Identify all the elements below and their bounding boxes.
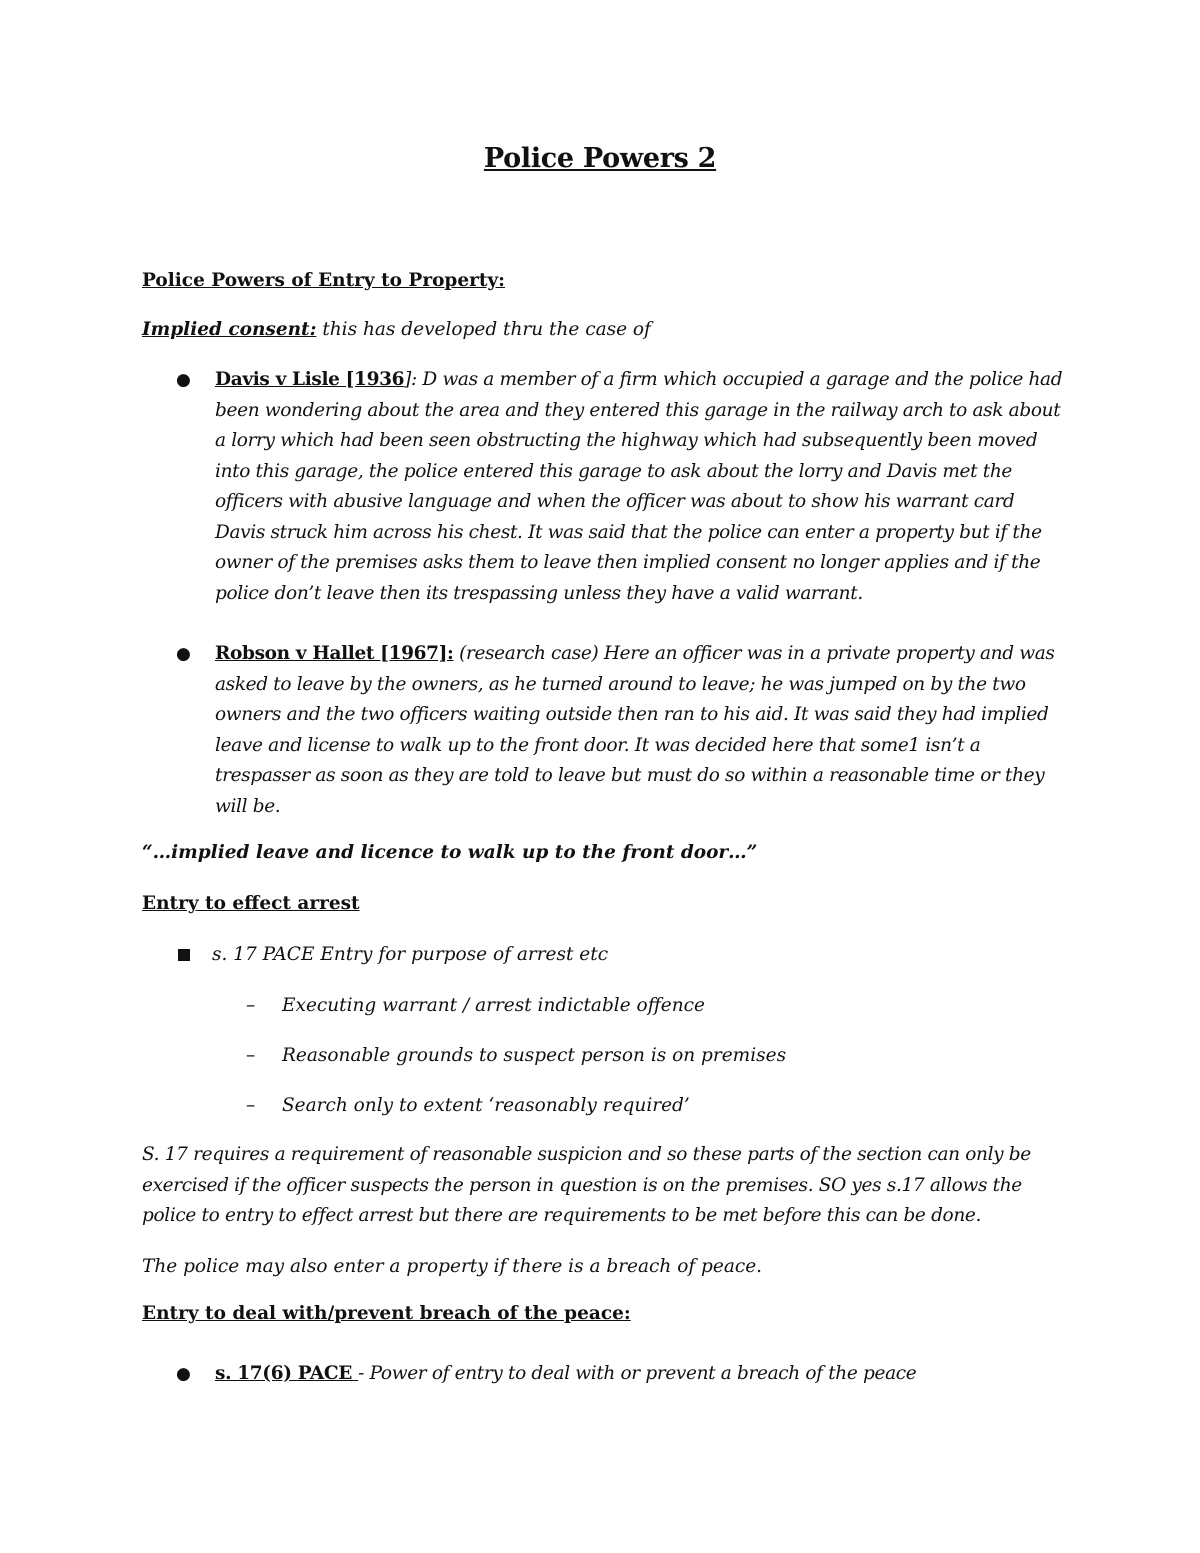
case-name-davis: Davis v Lisle [1936: [215, 369, 405, 390]
case-name-robson: Robson v Hallet [1967]:: [215, 643, 454, 664]
dash-icon: –: [246, 1095, 256, 1116]
case-description-robson: (research case) Here an officer was in a private property and was asked to leave by the owners, as he turned around to leave; he was jumped on by the two owners and the two officers waiting outside then ran to his aid. It was said they had implied leave and license to walk up to the front door. It was decided here that some1 isn’t a trespasser as soon as they are told to leave but must do so within a reasonable time or they will be.: [215, 643, 1055, 817]
dash-text: Executing warrant / arrest indictable offence: [282, 995, 705, 1016]
dash-icon: –: [246, 1045, 256, 1066]
s17-6-label: s. 17(6) PACE: [215, 1363, 359, 1384]
page-title: Police Powers 2: [483, 143, 717, 174]
s17-explanation-paragraph: S. 17 requires a requirement of reasonable suspicion and so these parts of the section can only be exercised if the officer suspects the person in question is on the premises. SO yes s.17 allows the police to entry to effect arrest but there are requirements to be met before this can be done.: [142, 1144, 1031, 1226]
case-description-davis: : D was a member of a firm which occupied a garage and the police had been wondering about the area and they entered this garage in the railway arch to ask about a lorry which had been seen obstructing the highway which had subsequently been moved into this garage, the police entered this garage to ask about the lorry and Davis met the officers with abusive language and when the officer was about to show his warrant card Davis struck him across his chest. It was said that the police can enter a property but if the owner of the premises asks them to leave then implied consent no longer applies and if the police don’t leave then its trespassing unless they have a valid warrant.: [215, 369, 1063, 604]
square-bullet-icon: [178, 949, 190, 961]
implied-consent-label: Implied consent:: [142, 319, 317, 340]
s17-pace-text: s. 17 PACE Entry for purpose of arrest etc: [212, 944, 609, 965]
s17-6-description: - Power of entry to deal with or prevent a breach of the peace: [358, 1363, 917, 1384]
section-heading-entry-to-property: Police Powers of Entry to Property:: [142, 270, 506, 291]
implied-consent-paragraph: [142, 315, 1072, 346]
quote-implied-leave: “…implied leave and licence to walk up to the front door…”: [142, 842, 758, 863]
bullet-icon: ●: [176, 1364, 191, 1384]
case-text-robson: [215, 639, 1065, 822]
section-heading-entry-to-effect-arrest: Entry to effect arrest: [142, 893, 360, 914]
implied-consent-text: this has developed thru the case of: [316, 319, 651, 340]
dash-text: Search only to extent ‘reasonably required’: [282, 1095, 690, 1116]
dash-icon: –: [246, 995, 256, 1016]
s17-6-text: [215, 1359, 1065, 1390]
breach-of-peace-paragraph: The police may also enter a property if there is a breach of peace.: [142, 1256, 763, 1277]
dash-text: Reasonable grounds to suspect person is on premises: [282, 1045, 787, 1066]
section-heading-breach-of-peace: Entry to deal with/prevent breach of the peace:: [142, 1303, 631, 1324]
bullet-icon: ●: [176, 644, 191, 664]
case-name-davis-tail: ]: [404, 369, 412, 390]
case-text-davis: [215, 365, 1065, 609]
bullet-icon: ●: [176, 370, 191, 390]
